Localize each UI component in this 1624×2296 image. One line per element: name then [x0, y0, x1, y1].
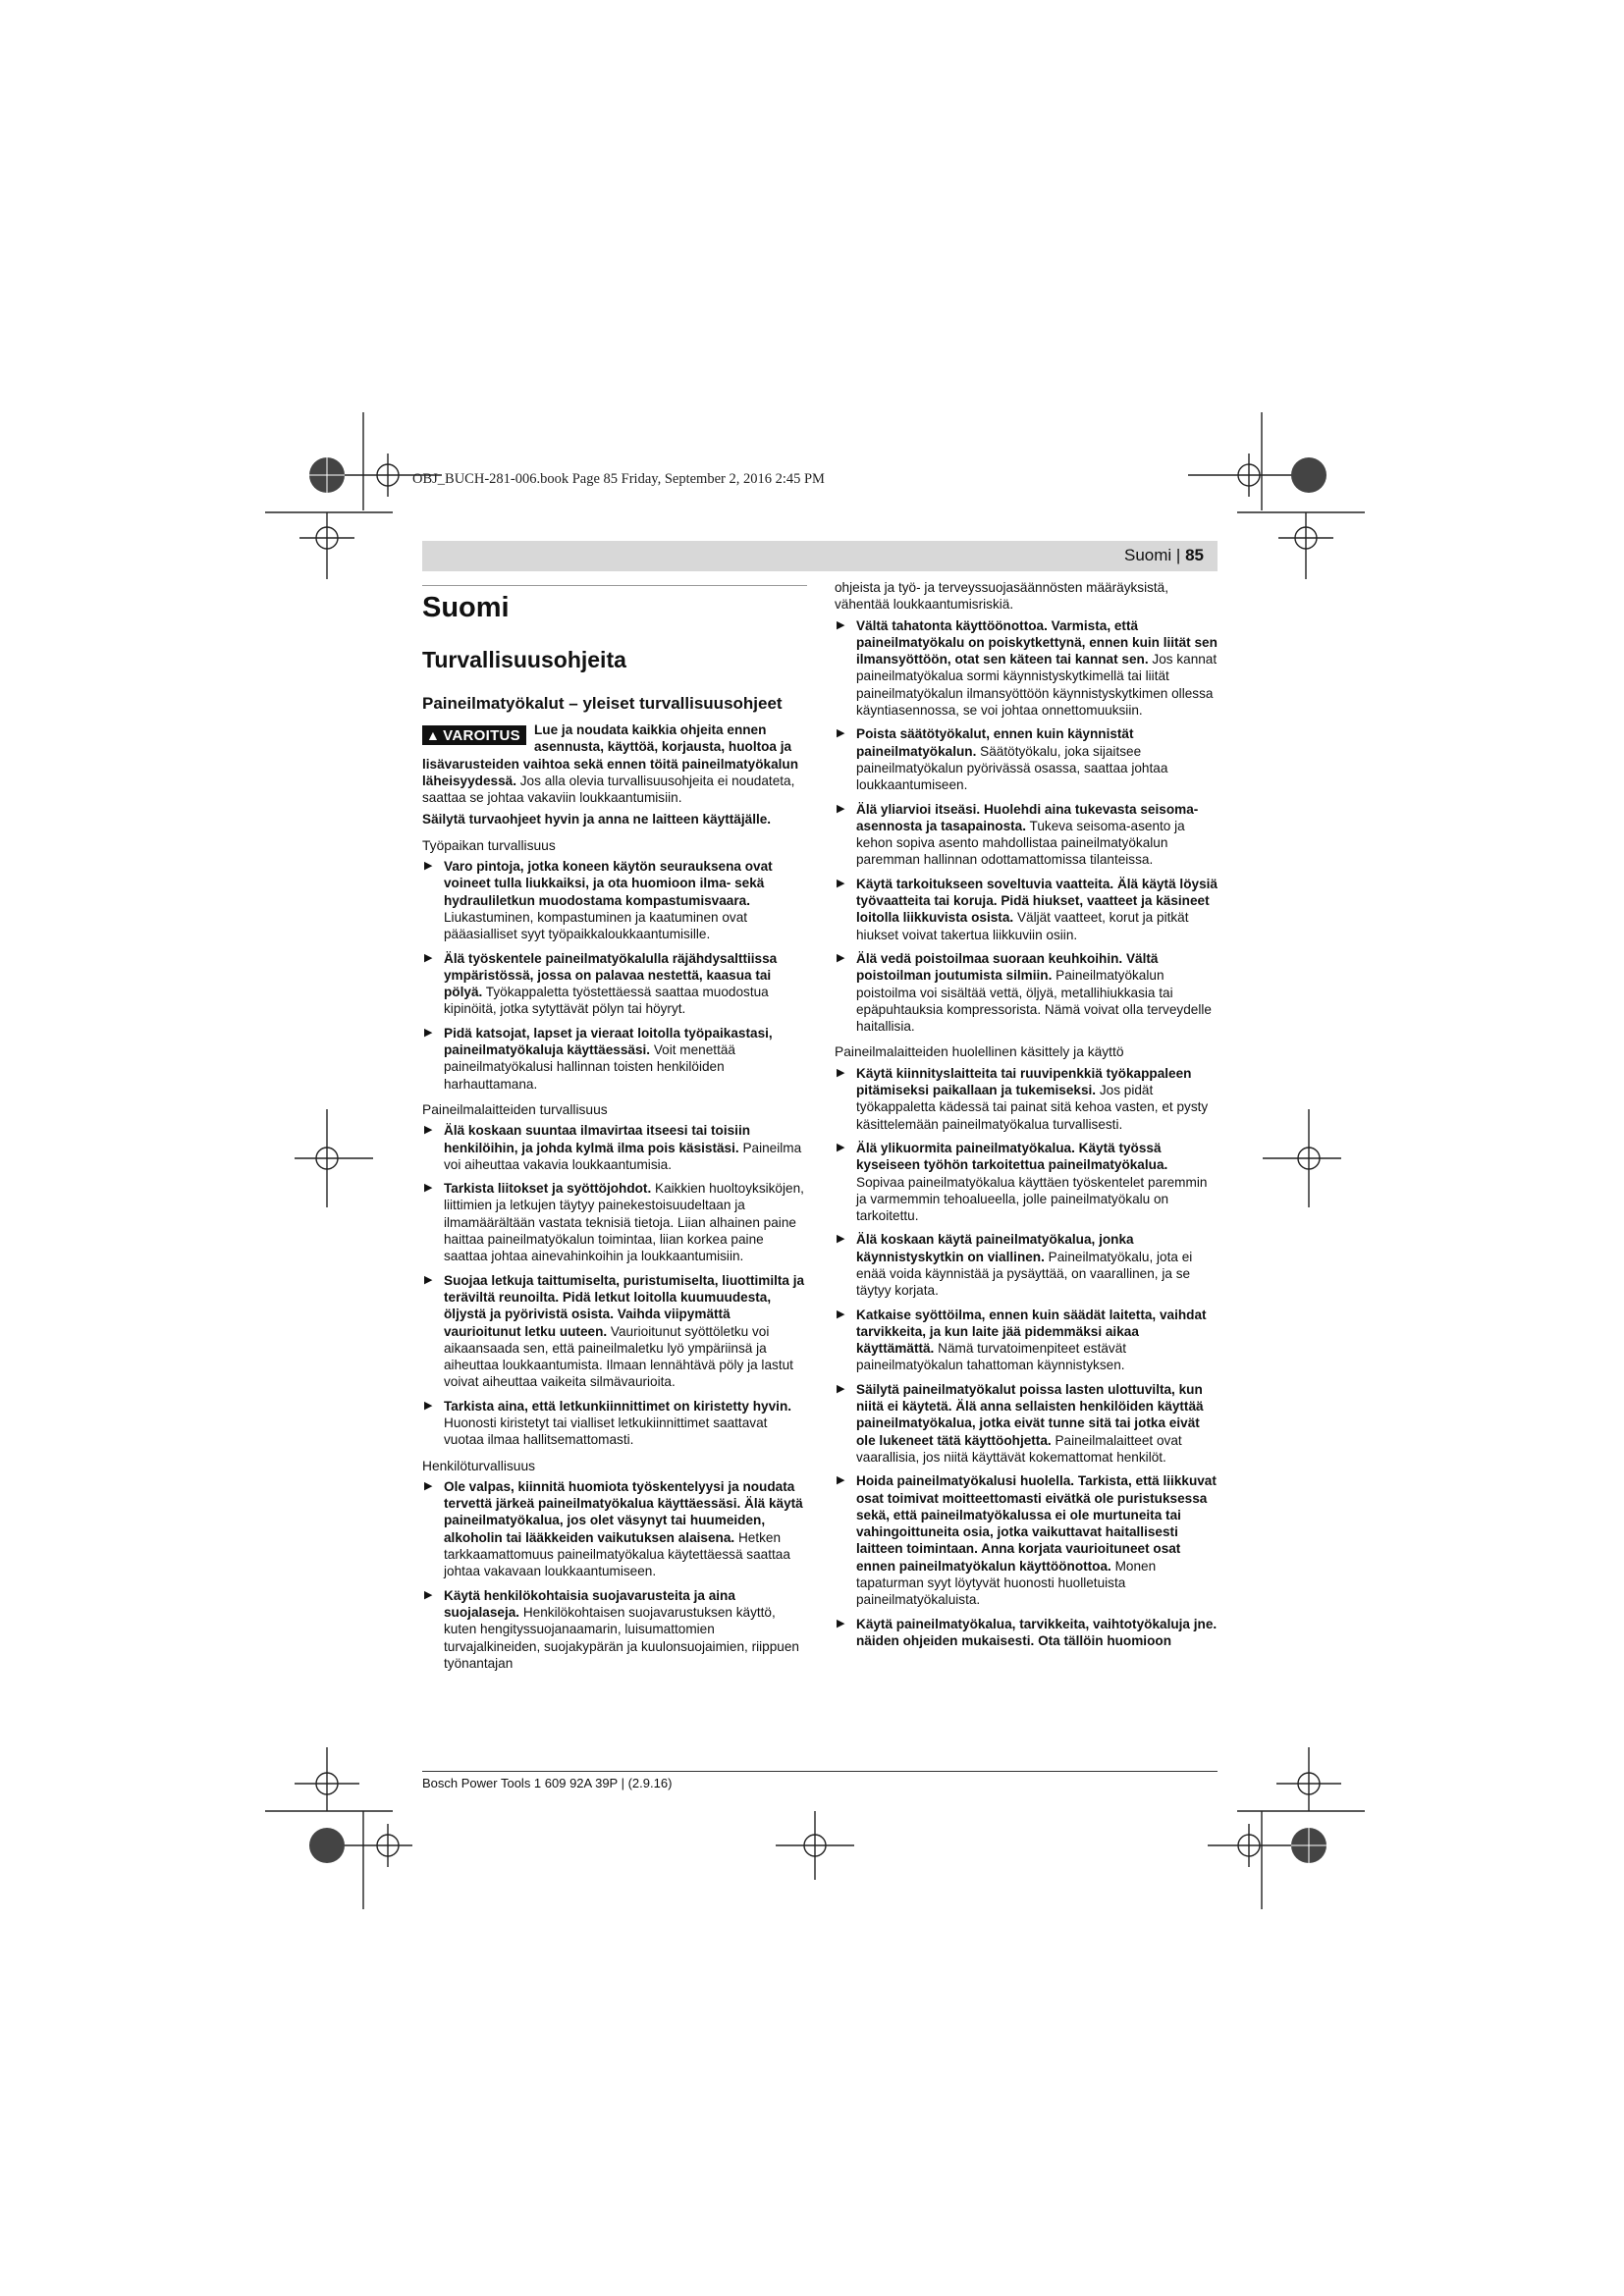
right-items-a: [835, 617, 1219, 1036]
list-item-bold: Varo pintoja, jotka koneen käytön seurauksena ovat voineet tulla liukkaiksi, ja ota huomioon ilma- sekä hydrauliletkun muodostama kompastumisvaara.: [444, 859, 773, 908]
bullet-arrow-icon: ▶: [837, 1308, 845, 1320]
page-title: Suomi: [422, 592, 510, 623]
right-column: [835, 579, 1219, 1656]
list-item-bold: Käytä tarkoitukseen soveltuvia vaatteita. Älä käytä löysiä työvaatteita tai koruja. Pidä hiukset, vaatteet ja käsineet loitolla liikkuvista osista.: [856, 876, 1218, 926]
list-item-text: Hetken tarkkaamattomuus paineilmatyökalua käytettäessä saattaa johtaa vakavaan loukkaantumiseen.: [444, 1529, 790, 1579]
list-item: [835, 725, 1219, 793]
list-item: [835, 1616, 1219, 1650]
list-item-text: Kaikkien huoltoyksiköjen, liittimien ja letkujen täytyy painekestoisuudeltaan ja ilmamäärältään vastata teknisiä tietoja. Liian alhainen paine haittaa paineilmatyökalun toimintaa, liian korkea paine saattaa johtaa ainevahinkoihin ja loukkaantumisiin.: [444, 1181, 804, 1264]
list-item-bold: Ole valpas, kiinnitä huomiota työskentelyysi ja noudata tervettä järkeä paineilmatyökalua käyttäessäsi. Älä käytä paineilmatyökalua, jos olet väsynyt tai huumeiden, alkoholin tai lääkkeiden vaikutuksen alaisena.: [444, 1478, 803, 1545]
list-item-text: Väljät vaatteet, korut ja pitkät hiukset voivat takertua liikkuviin osiin.: [856, 910, 1189, 942]
subsection-heading: Paineilmalaitteiden turvallisuus: [422, 1101, 608, 1117]
list-item-bold: Vältä tahatonta käyttöönottoa. Varmista, että paineilmatyökalu on poiskytkettynä, ennen kuin liität sen ilmansyöttöön, otat sen käteen tai kannat sen.: [856, 617, 1218, 667]
list-item-text: Huonosti kiristetyt tai vialliset letkukiinnittimet saattavat vuotaa ilmaa hallitsemattomasti.: [444, 1415, 768, 1448]
list-item: [422, 1587, 810, 1672]
list-item: [422, 1025, 810, 1093]
list-item-text: Työkappaletta työstettäessä saattaa muodostua kipinöitä, jotka sytyttävät pölyn tai höyryt.: [444, 985, 769, 1017]
list-item: [422, 858, 810, 942]
list-item: [835, 1472, 1219, 1608]
warning-text: Jos alla olevia turvallisuusohjeita ei noudateta, saattaa se johtaa vakaviin loukkaantumisiin.: [422, 773, 795, 806]
bullet-arrow-icon: ▶: [424, 860, 433, 873]
running-header-section: Suomi |: [1124, 546, 1186, 564]
print-slug: OBJ_BUCH-281-006.book Page 85 Friday, September 2, 2016 2:45 PM: [412, 471, 825, 487]
bullet-arrow-icon: ▶: [424, 1273, 433, 1286]
bullet-arrow-icon: ▶: [837, 802, 845, 815]
list-item: [422, 1272, 810, 1391]
list-item: [835, 801, 1219, 869]
keep-instructions-note: Säilytä turvaohjeet hyvin ja anna ne laitteen käyttäjälle.: [422, 812, 772, 828]
list-item-text: Säätötyökalu, joka sijaitsee paineilmatyökalun pyörivässä osassa, saattaa johtaa loukkaantumiseen.: [856, 743, 1168, 793]
bullet-arrow-icon: ▶: [837, 1617, 845, 1629]
bullet-arrow-icon: ▶: [837, 877, 845, 889]
list-item-text: Paineilmatyökalu, jota ei enää voida käynnistää ja pysäyttää, on vaarallinen, ja se täytyy korjata.: [856, 1249, 1193, 1299]
list-item: [422, 1478, 810, 1580]
list-item: [835, 1231, 1219, 1299]
list-item-bold: Älä koskaan käytä paineilmatyökalua, jonka käynnistyskytkin on viallinen.: [856, 1232, 1134, 1264]
list-item-bold: Hoida paineilmatyökalusi huolella. Tarkista, että liikkuvat osat toimivat moitteettomasti eivätkä ole puristuksessa sekä, että paineilmatyökalussa ei ole murtuneita tai vahingoittuneita osia, jotka vaikuttavat haitallisesti laitteen toimintaan. Anna korjata vaurioituneet osat ennen paineilmatyökalun käyttöönottoa.: [856, 1473, 1217, 1574]
list-item-text: Paineilmatyökalun poistoilma voi sisältää vettä, öljyä, metallihiukkasia tai epäpuhtauksia kompressorista. Nämä voivat olla terveydelle haitallisia.: [856, 968, 1212, 1035]
bullet-arrow-icon: ▶: [837, 1066, 845, 1079]
header-bar: [422, 541, 1218, 571]
bullet-arrow-icon: ▶: [424, 1399, 433, 1412]
list-item-bold: Älä vedä poistoilmaa suoraan keuhkoihin. Vältä poistoilman joutumista silmiin.: [856, 950, 1159, 984]
footer: Bosch Power Tools 1 609 92A 39P | (2.9.16): [422, 1776, 673, 1790]
list-item-text: Paineilma voi aiheuttaa vakavia loukkaantumisia.: [444, 1140, 802, 1172]
list-item-bold: Älä työskentele paineilmatyökalulla räjähdysalttiissa ympäristössä, jossa on palavaa nestettä, kaasua tai pölyä.: [444, 950, 778, 1000]
list-item-bold: Suojaa letkuja taittumiselta, puristumiselta, liuottimilta ja teräviltä reunoilta. Pidä letkut loitolla kuumuudesta, öljystä ja pyörivistä osista. Vaihda viipymättä vaurioitunut letku uuteen.: [444, 1272, 805, 1339]
list-item-bold: Käytä henkilökohtaisia suojavarusteita ja aina suojalaseja.: [444, 1587, 735, 1620]
right-heading: Paineilmalaitteiden huolellinen käsittely ja käyttö: [835, 1044, 1124, 1060]
bullet-arrow-icon: ▶: [837, 618, 845, 631]
bullet-arrow-icon: ▶: [837, 1474, 845, 1487]
list-item-bold: Älä ylikuormita paineilmatyökalua. Käytä työssä kyseiseen työhön tarkoitettua paineilmatyökalua.: [856, 1140, 1168, 1173]
list-item: [835, 1307, 1219, 1374]
bullet-arrow-icon: ▶: [424, 951, 433, 964]
list-item: [835, 1140, 1219, 1224]
list-item-bold: Poista säätötyökalut, ennen kuin käynnistät paineilmatyökalun.: [856, 726, 1134, 759]
list-item-bold: Säilytä paineilmatyökalut poissa lasten ulottuvilta, kun niitä ei käytetä. Älä anna sellaisten henkilöiden käyttää paineilmatyökalua, jotka eivät tunne sitä tai jotka eivät ole lukeneet tätä käyttöohjetta.: [856, 1381, 1204, 1448]
running-header: [1124, 546, 1204, 565]
right-items-b: [835, 1065, 1219, 1650]
list-item-text: Voit menettää paineilmatyökalusi hallinnan toisten henkilöiden harhauttamana.: [444, 1042, 735, 1092]
list-item-text: Vaurioitunut syöttöletku voi aikaansaada sen, että paineilmaletku lyö ympäriinsä ja aiheuttaa loukkaantumista. Ilmaan lennähtävä pöly ja lastut voivat aiheuttaa vaikeita silmävaurioita.: [444, 1323, 793, 1390]
list-item: [835, 876, 1219, 943]
page-number: 85: [1185, 546, 1204, 564]
list-item-bold: Tarkista aina, että letkunkiinnittimet on kiristetty hyvin.: [444, 1398, 792, 1414]
list-item-text: Nämä turvatoimenpiteet estävät paineilmatyökalun tahattoman käynnistyksen.: [856, 1341, 1127, 1373]
bullet-arrow-icon: ▶: [837, 727, 845, 740]
list-item: [422, 1180, 810, 1264]
warning-badge: [422, 725, 526, 745]
subsection-heading: Työpaikan turvallisuus: [422, 837, 556, 853]
list-item-bold: Käytä paineilmatyökalua, tarvikkeita, vaihtotyökaluja jne. näiden ohjeiden mukaisesti. Ota tällöin huomioon: [856, 1616, 1218, 1648]
bullet-arrow-icon: ▶: [837, 1233, 845, 1246]
list-item: [422, 1122, 810, 1173]
list-item-text: Jos kannat paineilmatyökalua sormi käynnistyskytkimellä tai liität paineilmatyökalun ilmansyöttöön käynnistyskytkimen ollessa käyntiasennossa, se voi johtaa onnettomuuksiin.: [856, 652, 1218, 719]
list-item-bold: Älä yliarvioi itseäsi. Huolehdi aina tukevasta seisoma-asennosta ja tasapainosta.: [856, 801, 1199, 833]
left-column: [422, 587, 810, 1679]
subsection-heading: Henkilöturvallisuus: [422, 1458, 536, 1473]
page-subtitle: Turvallisuusohjeita: [422, 647, 626, 672]
warning-paragraph: [422, 721, 810, 806]
list-item-text: Henkilökohtaisen suojavarustuksen käyttö, kuten hengityssuojanaamarin, luisumattomien turvajalkineiden, suojakypärän ja kuulonsuojaimien, riippuen työnantajan: [444, 1604, 799, 1671]
list-item-bold: Tarkista liitokset ja syöttöjohdot.: [444, 1181, 652, 1197]
list-item-text: Tukeva seisoma-asento ja kehon sopiva asento mahdollistaa paineilmatyökalun paremman hallinnan odottamattomissa tilanteissa.: [856, 818, 1185, 868]
bullet-arrow-icon: ▶: [424, 1182, 433, 1195]
warning-badge-label: VAROITUS: [443, 727, 520, 744]
list-item-bold: Pidä katsojat, lapset ja vieraat loitolla työpaikastasi, paineilmatyökaluja käyttäessäsi.: [444, 1025, 773, 1058]
warning-bold-text: Lue ja noudata kaikkia ohjeita ennen asennusta, käyttöä, korjausta, huoltoa ja lisävarusteiden vaihtoa sekä ennen töitä paineilmatyökalun läheisyydessä.: [422, 722, 799, 788]
list-item-text: Monen tapaturman syyt löytyvät huonosti huolletuista paineilmatyökaluista.: [856, 1558, 1157, 1608]
list-item: [422, 1398, 810, 1449]
bullet-arrow-icon: ▶: [837, 951, 845, 964]
list-item-text: Paineilmalaitteet ovat vaarallisia, jos niitä käyttävät kokemattomat henkilöt.: [856, 1432, 1182, 1465]
list-item-text: Liukastuminen, kompastuminen ja kaatuminen ovat pääasialliset syyt työpaikkaloukkaantumisille.: [444, 909, 748, 942]
left-sections: [422, 837, 810, 1672]
right-intro: ohjeista ja työ- ja terveyssuojasäännösten määräyksistä, vähentää loukkaantumisriskiä.: [835, 580, 1169, 613]
list-item-text: Sopivaa paineilmatyökalua käyttäen työskentelet paremmin ja varmemmin tehoalueella, jolle paineilmatyökalu on tarkoitettu.: [856, 1174, 1208, 1224]
list-item: [422, 950, 810, 1018]
section-heading: Paineilmatyökalut – yleiset turvallisuusohjeet: [422, 694, 783, 713]
footer-rule: [422, 1771, 1218, 1772]
list-item: [835, 1065, 1219, 1133]
bullet-arrow-icon: ▶: [837, 1141, 845, 1153]
warning-triangle-icon: ▲: [426, 727, 441, 743]
list-item-bold: Käytä kiinnityslaitteita tai ruuvipenkkiä työkappaleen pitämiseksi paikallaan ja tukemiseksi.: [856, 1065, 1192, 1098]
bullet-arrow-icon: ▶: [424, 1479, 433, 1492]
list-item: [835, 617, 1219, 720]
column-top-rule: [422, 585, 807, 586]
list-item: [835, 950, 1219, 1035]
bullet-arrow-icon: ▶: [424, 1124, 433, 1137]
list-item-bold: Katkaise syöttöilma, ennen kuin säädät laitetta, vaihdat tarvikkeita, ja kun laite jää pidemmäksi aikaa käyttämättä.: [856, 1307, 1207, 1357]
list-item-bold: Älä koskaan suuntaa ilmavirtaa itseesi tai toisiin henkilöihin, ja johda kylmä ilma pois käsistäsi.: [444, 1123, 751, 1155]
list-item-text: Jos pidät työkappaletta kädessä tai painat sitä kehoa vasten, et pysty käsittelemään paineilmatyökalua turvallisesti.: [856, 1083, 1209, 1132]
list-item: [835, 1381, 1219, 1466]
bullet-arrow-icon: ▶: [837, 1382, 845, 1395]
bullet-arrow-icon: ▶: [424, 1026, 433, 1039]
bullet-arrow-icon: ▶: [424, 1588, 433, 1601]
